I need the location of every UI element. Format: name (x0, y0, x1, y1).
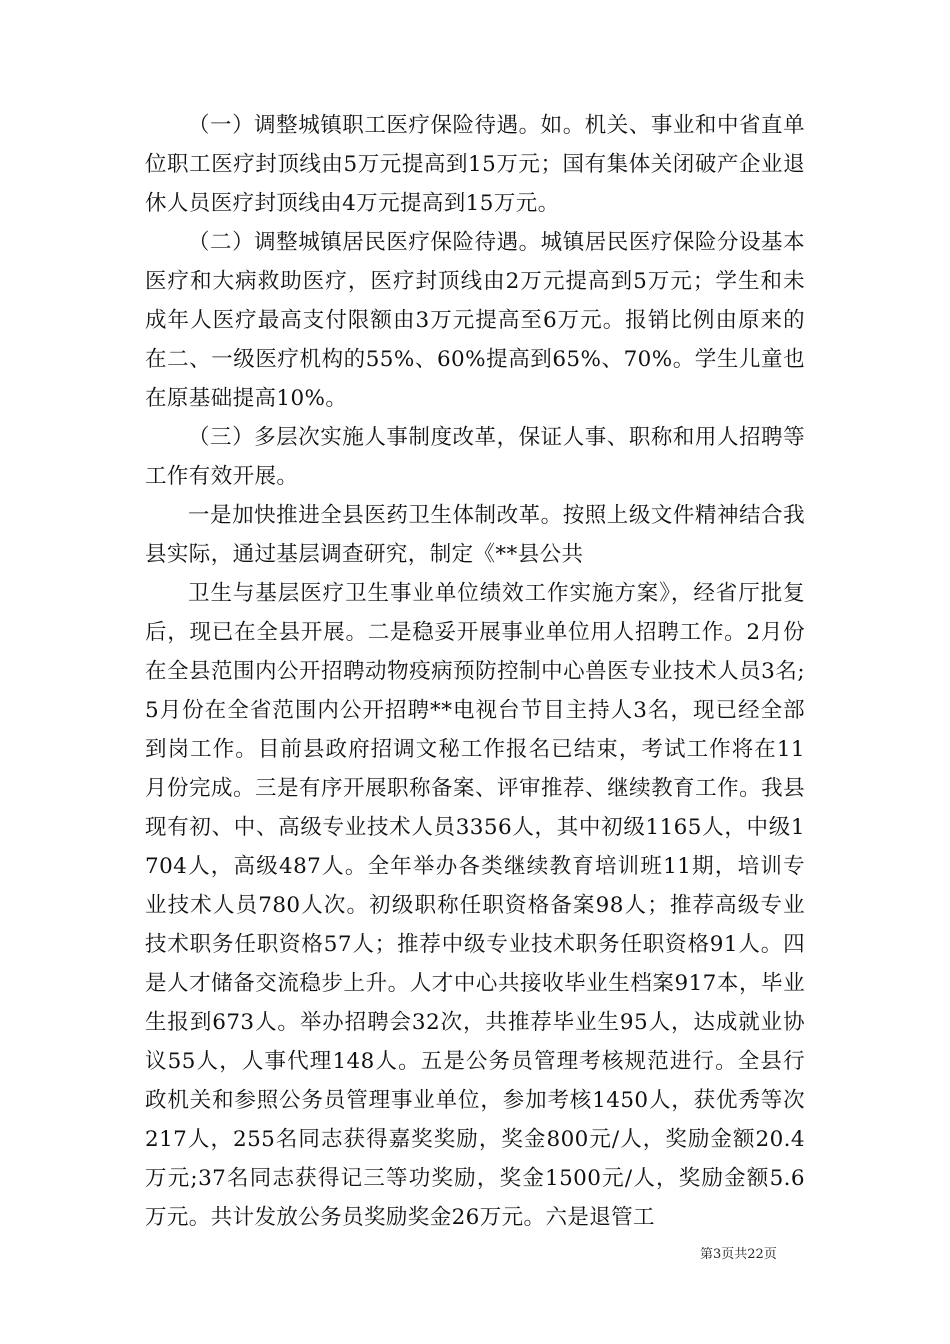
document-body (145, 106, 805, 1237)
paragraph-urban-employee-insurance: （一）调整城镇职工医疗保险待遇。如。机关、事业和中省直单位职工医疗封顶线由5万元提高到15万元；国有集体关闭破产企业退休人员医疗封顶线由4万元提高到15万元。 (145, 113, 805, 216)
page-number: 第3页共22页 (700, 1247, 777, 1262)
paragraph-urban-resident-insurance: （二）调整城镇居民医疗保险待遇。城镇居民医疗保险分设基本医疗和大病救助医疗，医疗封顶线由2万元提高到5万元；学生和未成年人医疗最高支付限额由3万元提高至6万元。报销比例由原来的在二、一级医疗机构的55%、60%提高到65%、70%。学生儿童也在原基础提高10%。 (145, 230, 805, 411)
paragraph-medical-reform-start: 一是加快推进全县医药卫生体制改革。按照上级文件精神结合我县实际，通过基层调查研究，制定《**县公共 (145, 503, 805, 567)
paragraph-personnel-reform: （三）多层次实施人事制度改革，保证人事、职称和用人招聘等工作有效开展。 (145, 425, 805, 489)
paragraph-work-summary: 卫生与基层医疗卫生事业单位绩效工作实施方案》，经省厅批复后，现已在全县开展。二是稳妥开展事业单位用人招聘工作。2月份在全县范围内公开招聘动物疫病预防控制中心兽医专业技术人员3名;5月份在全省范围内公开招聘**电视台节目主持人3名，现已经全部到岗工作。目前县政府招调文秘工作报名已结束，考试工作将在11月份完成。三是有序开展职称备案、评审推荐、继续教育工作。我县现有初、中、高级专业技术人员3356人，其中初级1165人，中级1704人，高级487人。全年举办各类继续教育培训班11期，培训专业技术人员780人次。初级职称任职资格备案98人；推荐高级专业技术职务任职资格57人；推荐中级专业技术职务任职资格91人。四是人才储备交流稳步上升。人才中心共接收毕业生档案917本，毕业生报到673人。举办招聘会32次，共推荐毕业生95人，达成就业协议55人，人事代理148人。五是公务员管理考核规范进行。全县行政机关和参照公务员管理事业单位，参加考核1450人，获优秀等次217人，255名同志获得嘉奖奖励，奖金800元/人，奖励金额20.4万元;37名同志获得记三等功奖励，奖金1500元/人，奖励金额5.6万元。共计发放公务员奖励奖金26万元。六是退管工 (145, 581, 805, 1230)
